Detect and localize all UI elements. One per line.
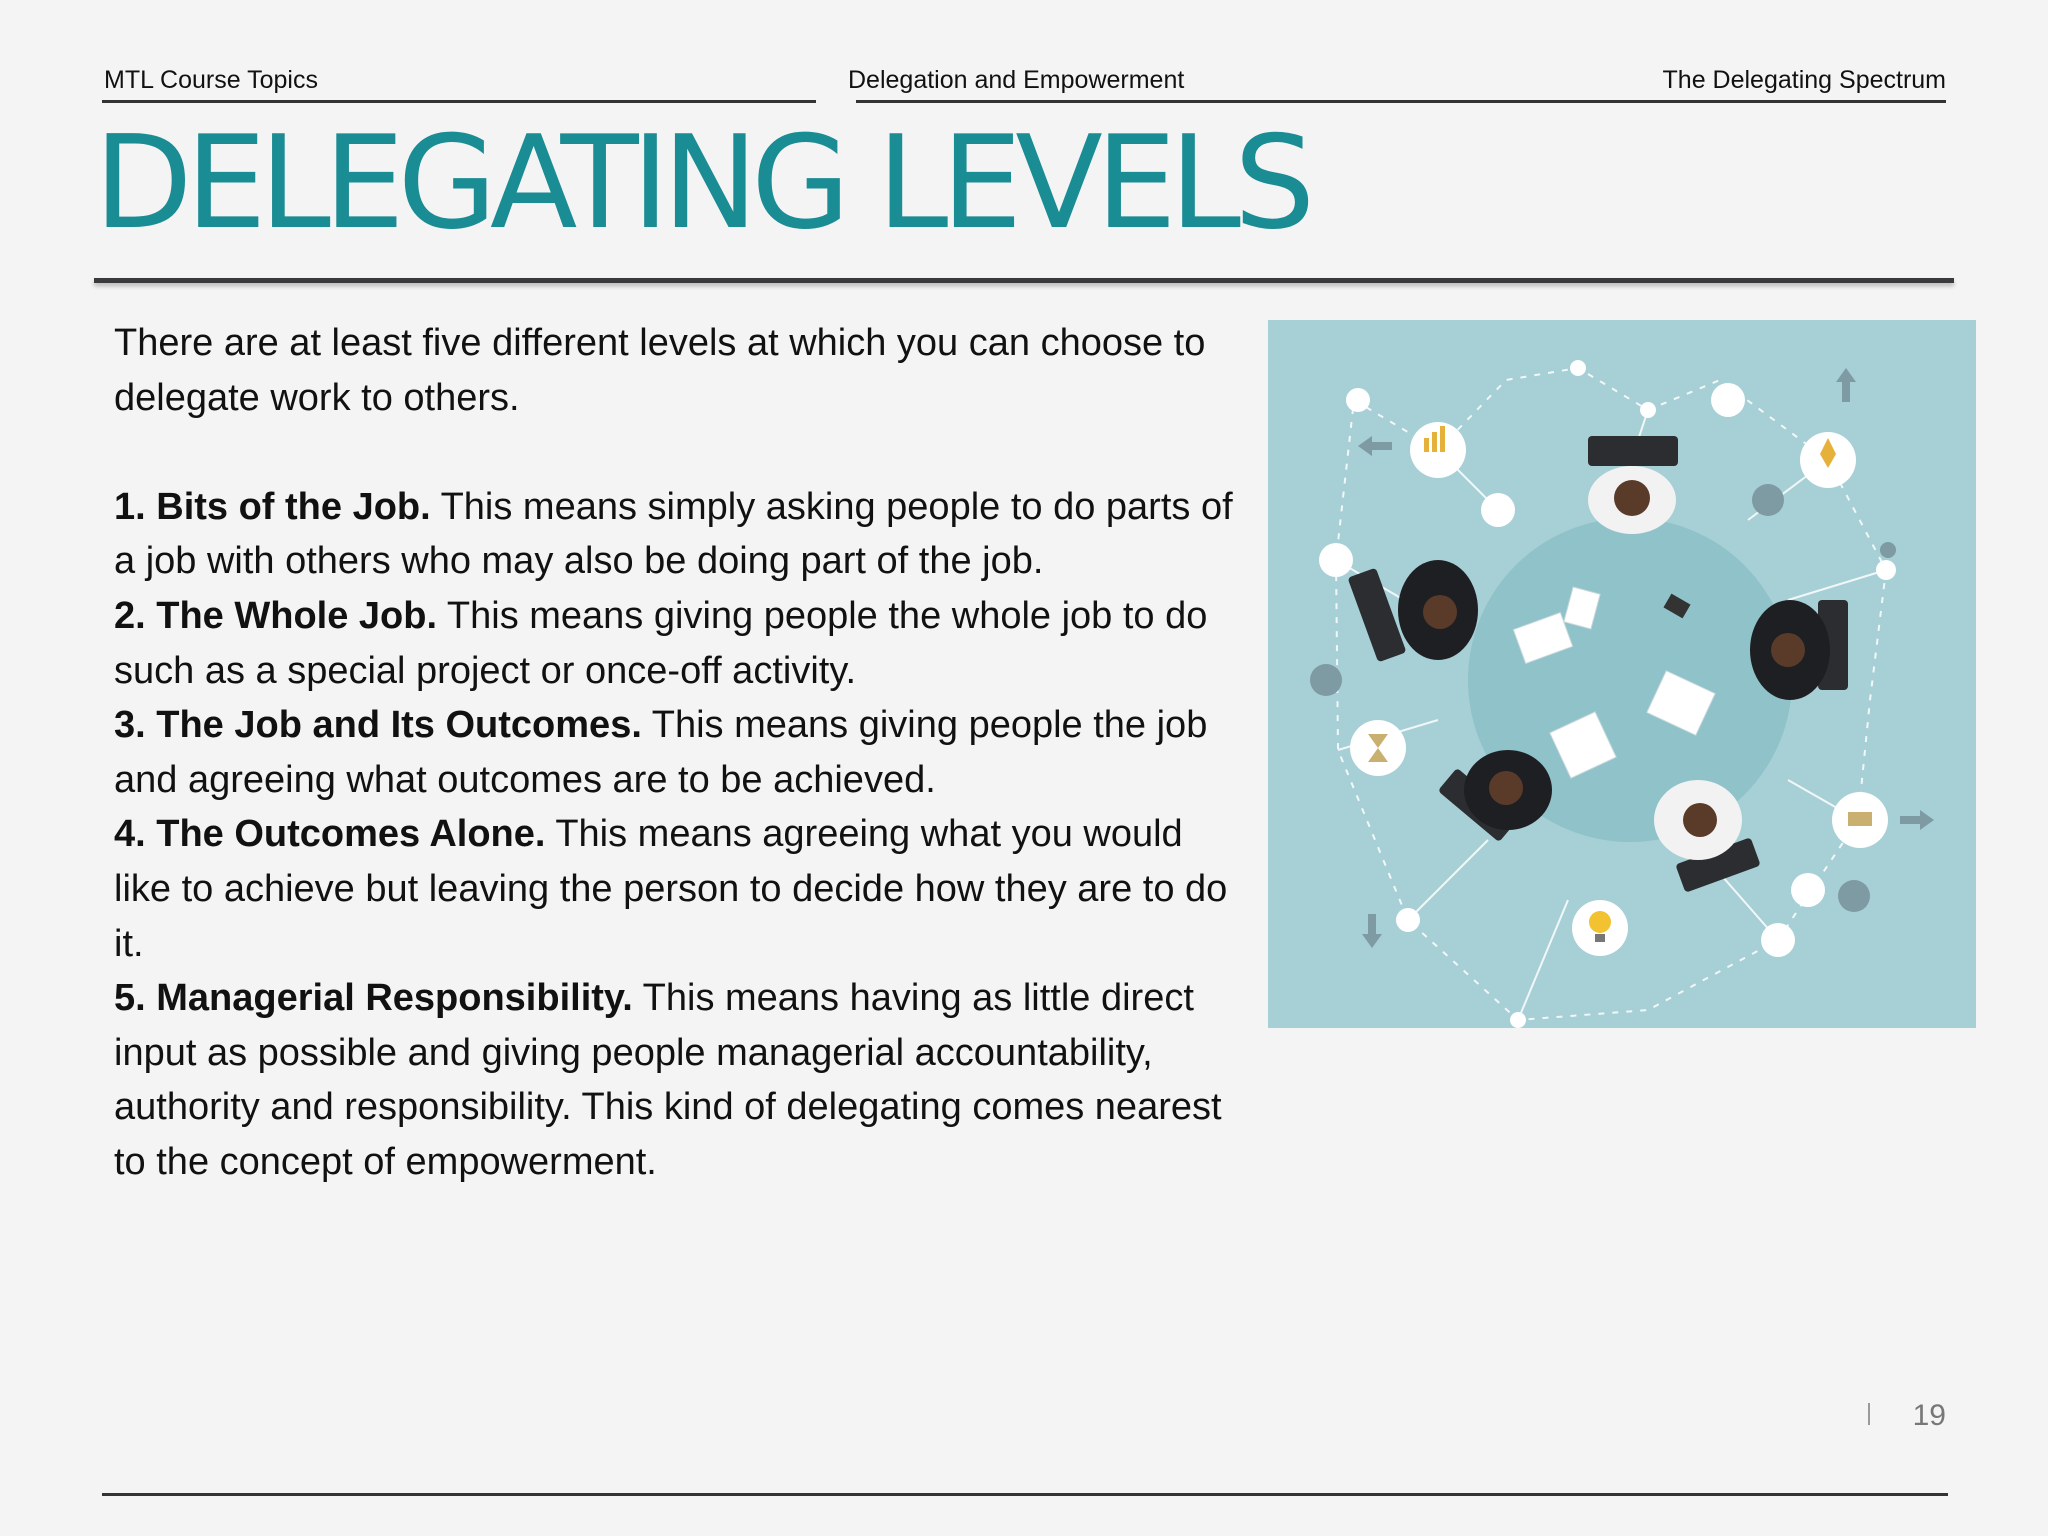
level-heading: 3. The Job and Its Outcomes.	[114, 704, 642, 747]
level-heading: 1. Bits of the Job.	[114, 485, 431, 528]
title-divider	[94, 278, 1954, 283]
footer-rule	[102, 1493, 1948, 1496]
level-item	[114, 807, 1244, 971]
level-description: This means agreeing what you would like to achieve but leaving the person to decide how they are to do it.	[114, 813, 1228, 965]
level-description: This means having as little direct input as possible and giving people managerial accountability, authority and responsibility. This kind of delegating comes nearest to the concept of empowerment.	[114, 977, 1222, 1183]
level-item	[114, 589, 1244, 698]
level-description: This means giving people the whole job to do such as a special project or once-off activity.	[114, 594, 1208, 692]
level-heading: 2. The Whole Job.	[114, 594, 438, 637]
team-meeting-illustration	[1268, 320, 1976, 1028]
header-rule-left	[102, 100, 816, 103]
team-meeting-graphic	[1268, 320, 1976, 1028]
level-description: This means giving people the job and agreeing what outcomes are to be achieved.	[114, 704, 1208, 801]
page-number-divider	[1868, 1403, 1870, 1425]
level-item	[114, 971, 1244, 1189]
intro-paragraph: There are at least five different levels at which you can choose to delegate work to others.	[114, 322, 1206, 419]
header-section: Delegation and Empowerment	[848, 66, 1185, 94]
level-heading: 5. Managerial Responsibility.	[114, 977, 633, 1020]
level-item	[114, 480, 1244, 589]
header-subsection: The Delegating Spectrum	[1662, 66, 1946, 94]
body-content	[114, 316, 1244, 1190]
header-rule-right	[856, 100, 1946, 103]
paragraph-gap	[114, 425, 1244, 480]
level-description: This means simply asking people to do parts of a job with others who may also be doing part of the job.	[114, 485, 1233, 583]
header-course-topics: MTL Course Topics	[104, 66, 318, 94]
level-item	[114, 698, 1244, 807]
page-title: DELEGATING LEVELS	[94, 109, 1309, 258]
level-heading: 4. The Outcomes Alone.	[114, 813, 546, 856]
page-number: 19	[1912, 1399, 1946, 1432]
